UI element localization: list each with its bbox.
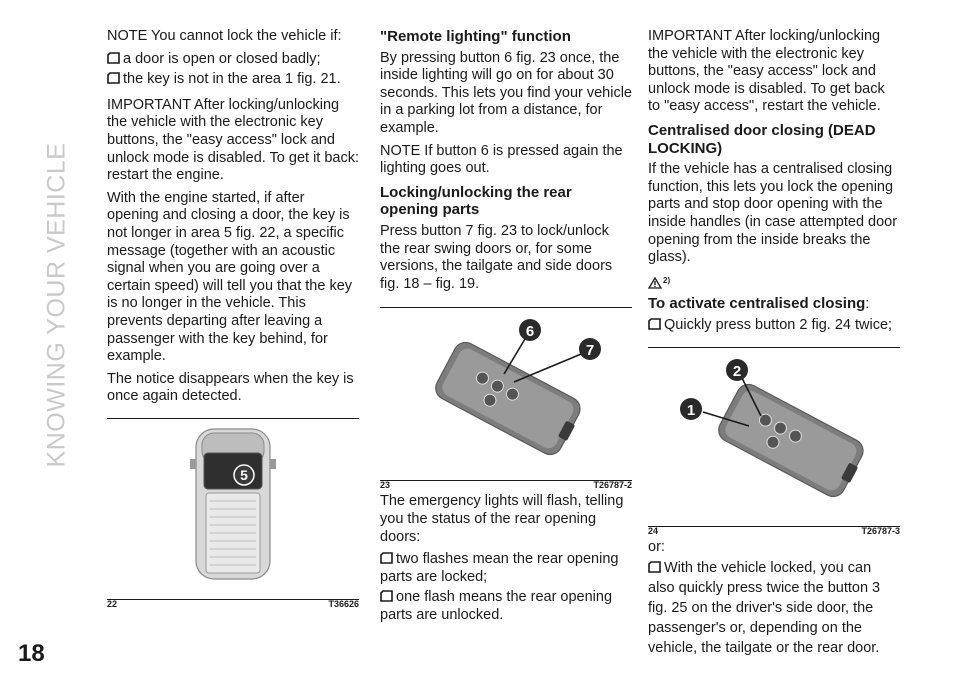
figure-22: 5 22 T36626 [107,418,359,600]
figure-24: 2 1 24 T26787-3 [648,347,900,527]
checkbox-bullet-icon [380,552,393,564]
list-item: With the vehicle locked, you can also quickly press twice the button 3 fig. 25 on the driver's side door, the passenger's or, depending on the vehicle, the tailgate or the rear door. [648,560,881,657]
list-item: one flash means the rear opening parts are unlocked. [380,589,613,623]
checkbox-bullet-icon [648,318,661,330]
callout-7: 7 [585,342,595,360]
list-item: a door is open or closed badly; [107,51,359,69]
important-text: IMPORTANT After locking/unlocking the vehicle with the electronic key buttons, the "easy access" lock and unlock mode is disabled. To get back to "easy access", restart the vehicle. [648,28,885,115]
column-1 [107,28,359,612]
checkbox-bullet-icon [648,561,661,573]
key-card-illustration [659,354,889,504]
vehicle-topview-illustration [188,423,278,583]
callout-1: 1 [686,401,696,419]
figure-23: 6 7 23 T26787-2 [380,307,632,481]
heading-rear-parts: Locking/unlocking the rear opening parts [380,183,572,219]
paragraph: or: [648,538,665,555]
paragraph: By pressing button 6 fig. 23 once, the inside lighting will go on for about 30 seconds. This lets you find your vehicle in a parking lot from a distance, for example. [380,49,633,136]
paragraph: NOTE If button 6 is pressed again the lighting goes out. [380,142,623,177]
paragraph: If the vehicle has a centralised closing function, this lets you lock the opening parts and stop door opening with the inside handles (in case attempted door opening from the inside breaks the glass). [648,161,898,266]
callout-6: 6 [525,323,535,341]
checkbox-bullet-icon [107,72,120,84]
checkbox-bullet-icon [107,52,120,64]
paragraph: Press button 7 fig. 23 to lock/unlock the rear swing doors or, for some versions, the tailgate and side doors fig. 18 – fig. 19. [380,222,613,292]
callout-5: 5 [240,466,248,483]
paragraph: The notice disappears when the key is once again detected. [107,370,354,405]
column-3 [648,28,900,661]
callout-2: 2 [732,362,742,380]
list-item: the key is not in the area 1 fig. 21. [107,71,359,89]
checkbox-bullet-icon [380,590,393,602]
warning-triangle-icon [648,277,662,289]
important-text: IMPORTANT After locking/unlocking the vehicle with the electronic key buttons, the "easy access" lock and unlock mode is disabled. To get it back: restart the engine. [107,96,360,184]
heading-dead-locking: Centralised door closing (DEAD LOCKING) [648,121,876,157]
page-number: 18 [18,640,45,667]
paragraph: With the engine started, if after opening and closing a door, the key is not longer in area 5 fig. 22, a specific message (together with an acoustic signal when you are going over a certain speed) will tell you that the key is no longer in the vehicle. This prevents departing after leaving a passenger with the key behind, for example. [107,189,353,365]
column-2 [380,28,632,627]
heading-activate-closing: To activate centralised closing: [648,295,870,313]
warning-reference: 2) [648,272,900,290]
list-item: Quickly press button 2 fig. 24 twice; [648,317,900,335]
key-card-illustration [396,312,616,462]
note-text: NOTE You cannot lock the vehicle if: [107,28,342,44]
paragraph: The emergency lights will flash, telling you the status of the rear opening doors: [380,493,624,545]
list-item: two flashes mean the rear opening parts are locked; [380,551,619,585]
heading-remote-lighting: "Remote lighting" function [380,28,571,45]
